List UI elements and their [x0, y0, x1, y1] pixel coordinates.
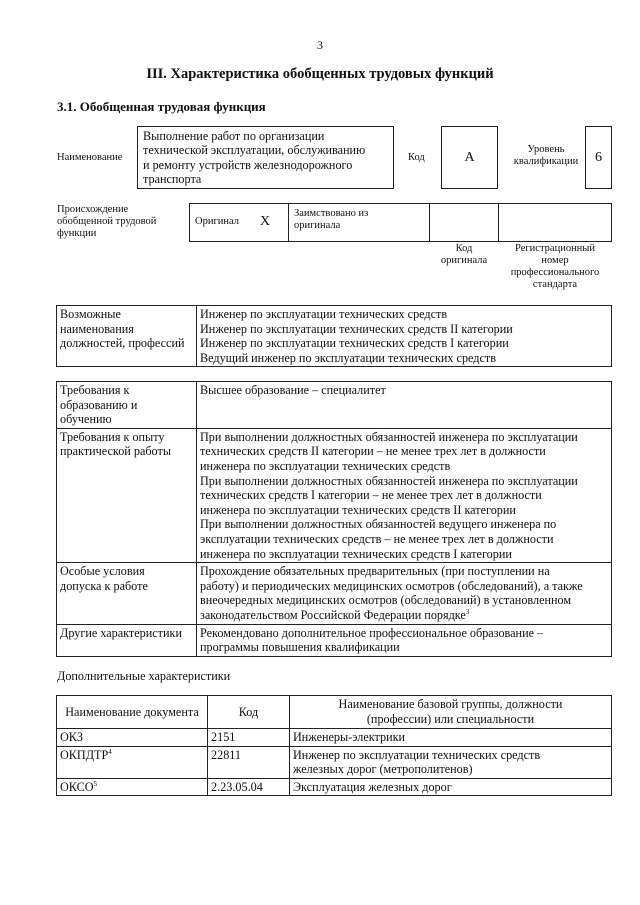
- table-row: [57, 624, 612, 656]
- table-row: [57, 428, 612, 562]
- name-line: Эксплуатация железных дорог: [293, 779, 452, 794]
- label-line: допуска к работе: [60, 578, 148, 593]
- code-value-box: А: [441, 126, 498, 189]
- caption-line: Код: [455, 243, 473, 254]
- function-name-line: технической эксплуатации, обслуживанию: [143, 143, 366, 158]
- caption-line: профессионального: [510, 267, 600, 278]
- footnote-mark: 3: [465, 607, 470, 616]
- label-line: Требования к: [60, 383, 130, 397]
- origin-label: [57, 204, 156, 240]
- value-line: инженера по эксплуатации технических средств I категории: [200, 546, 512, 561]
- label-line: Особые условия: [60, 564, 145, 579]
- position-item: Инженер по эксплуатации технических средств: [200, 307, 448, 321]
- borrowed-cell: [288, 203, 430, 242]
- name-line: Инженеры-электрики: [293, 730, 406, 744]
- value-line: инженера по эксплуатации технических средств: [200, 458, 451, 473]
- label-line: Возможные: [60, 307, 121, 321]
- value-line: Прохождение обязательных предварительных (при поступлении на: [200, 564, 550, 579]
- positions-table: [56, 305, 612, 367]
- header-line: Наименование базовой группы, должности: [338, 697, 563, 711]
- value-line: технических средств II категории – не менее трех лет в должности: [200, 444, 546, 459]
- experience-label-cell: [57, 428, 197, 562]
- value-line: технических средств I категории – не менее трех лет в должности: [200, 488, 542, 503]
- other-value-cell: [197, 624, 612, 656]
- requirements-table: [56, 381, 612, 657]
- doc-name: ОКЗ: [60, 730, 84, 744]
- function-name-line: транспорта: [143, 172, 202, 187]
- borrowed-label-line: Заимствовано из: [294, 208, 369, 219]
- additional-title: Дополнительные характеристики: [57, 669, 231, 683]
- special-conditions-label-cell: [57, 563, 197, 624]
- header-code: Код: [208, 696, 290, 729]
- name-cell: [290, 729, 612, 747]
- value-line: [200, 608, 608, 623]
- subsection-title: 3.1. Обобщенная трудовая функция: [57, 99, 266, 114]
- table-row: [57, 696, 612, 729]
- code-cell: 22811: [208, 746, 290, 778]
- value-line: При выполнении должностных обязанностей инженера по эксплуатации: [200, 429, 578, 444]
- level-label: [506, 144, 586, 168]
- code-label: Код: [408, 152, 425, 163]
- original-mark: X: [260, 214, 271, 229]
- page-number: 3: [317, 38, 323, 52]
- origin-label-line: функции: [57, 228, 97, 239]
- code-cell: 2151: [208, 729, 290, 747]
- doc-cell: [57, 729, 208, 747]
- value-line: инженера по эксплуатации технических средств II категории: [200, 502, 516, 517]
- label-line: образованию и: [60, 397, 138, 412]
- position-item: Ведущий инженер по эксплуатации технических средств: [200, 350, 496, 365]
- code-original-cell: [429, 203, 499, 242]
- name-line: Инженер по эксплуатации технических средств: [293, 747, 541, 762]
- positions-label-cell: [57, 306, 197, 367]
- value-line-text: законодательством Российской Федерации порядке: [200, 607, 466, 622]
- table-row: [57, 382, 612, 429]
- header-line: (профессии) или специальности: [366, 711, 535, 726]
- level-value-box: 6: [585, 126, 612, 189]
- function-name-line: и ремонту устройств железнодорожного: [143, 157, 353, 172]
- reg-number-cell: [498, 203, 612, 242]
- label-line: Другие характеристики: [60, 625, 182, 640]
- caption-line: оригинала: [440, 255, 488, 266]
- level-label-line: квалификации: [513, 156, 579, 167]
- value-line: Рекомендовано дополнительное профессиональное образование –: [200, 625, 544, 640]
- special-conditions-value-cell: [197, 563, 612, 624]
- code-cell: 2.23.05.04: [208, 778, 290, 796]
- origin-label-line: обобщенной трудовой: [57, 216, 157, 227]
- value-line: внеочередных медицинских осмотров (обследований) в установленном: [200, 593, 572, 608]
- caption-line: стандарта: [532, 279, 578, 290]
- label-line: наименования: [60, 321, 134, 336]
- education-value-cell: [197, 382, 612, 429]
- name-line: железных дорог (метрополитенов): [293, 762, 473, 777]
- table-row: [57, 746, 612, 778]
- position-item: Инженер по эксплуатации технических средств I категории: [200, 336, 509, 351]
- additional-table: [56, 695, 612, 796]
- section-title: III. Характеристика обобщенных трудовых функций: [146, 66, 494, 82]
- label-line: должностей, профессий: [60, 336, 185, 351]
- function-name-line: Выполнение работ по организации: [143, 129, 325, 143]
- value-line: программы повышения квалификации: [200, 640, 400, 655]
- positions-value-cell: [197, 306, 612, 367]
- footnote-mark: 5: [93, 779, 98, 788]
- experience-value-cell: [197, 428, 612, 562]
- label-line: обучению: [60, 412, 112, 427]
- table-row: [57, 563, 612, 624]
- doc-cell: [57, 778, 208, 796]
- label-line: практической работы: [60, 444, 172, 459]
- caption-line: Регистрационный: [515, 243, 595, 254]
- doc-name: ОКПДТР: [60, 747, 109, 762]
- original-label: Оригинал: [195, 216, 239, 227]
- education-label-cell: [57, 382, 197, 429]
- code-original-caption: [429, 243, 499, 267]
- value-line: эксплуатации технических средств – не менее трех лет в должности: [200, 531, 554, 546]
- footnote-mark: 4: [108, 747, 112, 756]
- caption-line: номер: [541, 255, 569, 266]
- name-cell: [290, 778, 612, 796]
- value-line: При выполнении должностных обязанностей инженера по эксплуатации: [200, 473, 578, 488]
- table-row: [57, 729, 612, 747]
- borrowed-label-line: оригинала: [294, 220, 341, 231]
- origin-label-line: Происхождение: [57, 204, 129, 215]
- function-name-box: [137, 126, 394, 189]
- value-line: При выполнении должностных обязанностей ведущего инженера по: [200, 517, 557, 532]
- name-label: Наименование: [57, 152, 123, 163]
- reg-number-caption: [498, 243, 612, 291]
- header-doc: Наименование документа: [57, 696, 208, 729]
- level-label-line: Уровень: [527, 144, 565, 155]
- label-line: Требования к опыту: [60, 429, 165, 444]
- other-label-cell: [57, 624, 197, 656]
- doc-name: ОКСО: [60, 779, 94, 794]
- name-cell: [290, 746, 612, 778]
- value-line: Высшее образование – специалитет: [200, 383, 386, 397]
- value-line: работу) и периодических медицинских осмотров (обследований), а также: [200, 578, 583, 593]
- table-row: [57, 306, 612, 367]
- doc-cell: [57, 746, 208, 778]
- original-cell: [189, 203, 289, 242]
- table-row: [57, 778, 612, 796]
- header-name: [290, 696, 612, 729]
- position-item: Инженер по эксплуатации технических средств II категории: [200, 321, 513, 336]
